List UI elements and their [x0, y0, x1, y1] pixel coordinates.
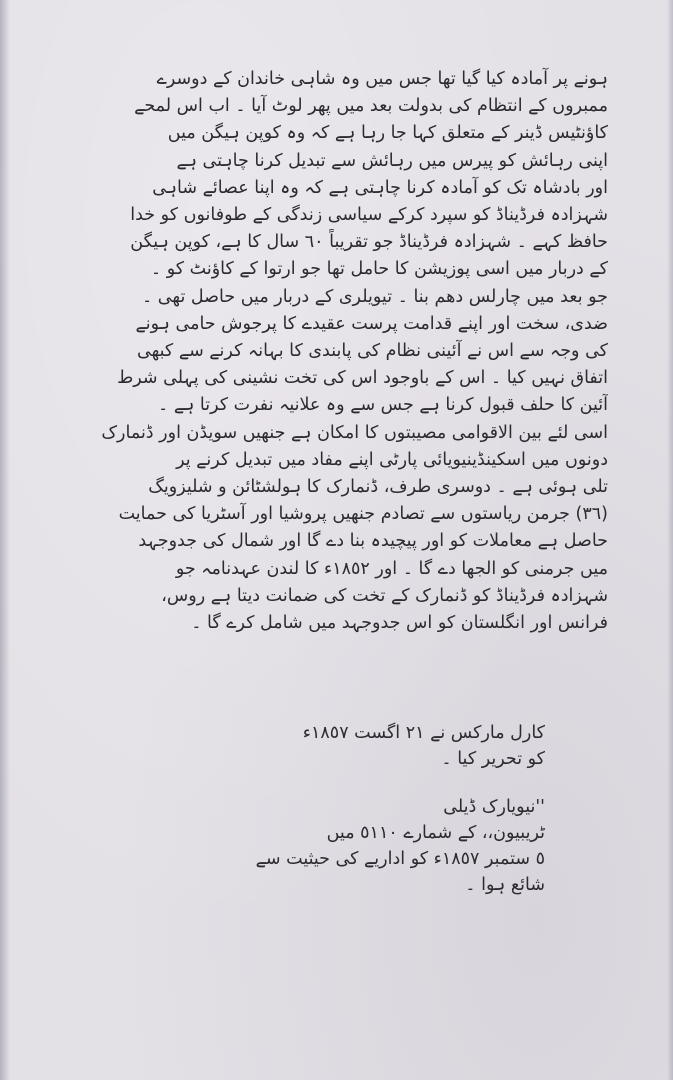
paragraph-line: ضدی، سخت اور اپنے قدامت پرست عقیدے کا پرجوش حامی ہونے [135, 313, 608, 334]
publication-note [125, 794, 545, 898]
paragraph-line: حافظ کہے ۔ شہزادہ فرڈیناڈ جو تقریباً ٦٠ سال کا ہے، کوپن ہیگن [130, 232, 608, 253]
publication-line: ''نیویارک ڈیلی [443, 797, 545, 817]
paragraph-line: جو بعد میں چارلس دھم بنا ۔ تیویلری کے دربار میں حاصل تھی ۔ [141, 286, 608, 307]
paragraph-line: اتفاق نہیں کیا ۔ اس کے باوجود اس کی تخت نشینی کی پہلی شرط [117, 368, 608, 389]
paragraph-line: فرانس اور انگلستان کو اس جدوجہد میں شامل کرے گا ۔ [191, 613, 608, 634]
paragraph-line: شہزادہ فرڈیناڈ کو سپرد کرکے سیاسی زندگی کے طوفانوں کو خدا [130, 205, 608, 226]
authorship-note [125, 720, 545, 772]
article-paragraph [62, 66, 608, 637]
paragraph-line: آئین کا حلف قبول کرنا ہے جس سے وہ علانیہ نفرت کرتا ہے ۔ [158, 395, 608, 416]
paragraph-line: دونوں میں اسکینڈینیویائی پارٹی اپنے مفاد میں تبدیل کرنے پر [176, 449, 608, 470]
attribution-notes [125, 720, 545, 898]
publication-line: ٥ ستمبر ١٨٥٧ء کو اداریے کی حیثیت سے [255, 849, 545, 869]
paragraph-line: حاصل ہے معاملات کو اور پیچیدہ بنا دے گا اور شمال کی جدوجہد [138, 531, 608, 552]
paragraph-line: شہزادہ فرڈیناڈ کو ڈنمارک کے تخت کی ضمانت دیتا ہے روس، [161, 585, 608, 606]
paragraph-line: کاؤنٹیس ڈینر کے متعلق کہا جا رہا ہے کہ وہ کوپن ہیگن میں [167, 123, 608, 144]
authorship-line: کارل مارکس نے ٢١ اگست ١٨٥٧ء [302, 723, 545, 743]
paragraph-line: میں جرمنی کو الجھا دے گا ۔ اور ١٨٥٢ء کا لندن عہدنامہ جو [175, 558, 608, 579]
paragraph-line: (٣٦) جرمن ریاستوں سے تصادم جنھیں پروشیا اور آسٹریا کی حمایت [118, 504, 608, 525]
paragraph-line: ہونے پر آمادہ کیا گیا تھا جس میں وہ شاہی خاندان کے دوسرے [156, 69, 608, 89]
paragraph-line: تلی ہوئی ہے ۔ دوسری طرف، ڈنمارک کا ہولشٹائن و شلیزویگ [148, 477, 608, 498]
paragraph-line: کی وجہ سے اس نے آئینی نظام کی پابندی کا بہانہ کرنے سے کبھی [137, 341, 608, 362]
paragraph-line: ممبروں کے انتظام کی بدولت بعد میں پھر لوٹ آیا ۔ اب اس لمحے [134, 96, 608, 117]
paragraph-line: اسی لئے بین الاقوامی مصیبتوں کا امکان ہے جنھیں سویڈن اور ڈنمارک [101, 422, 608, 443]
paragraph-line: اپنی رہائش کو پیرس میں رہائش سے تبدیل کرنا چاہتی ہے [176, 150, 608, 171]
publication-line: ٹریبیون،، کے شمارے ٥١١٠ میں [326, 823, 545, 843]
paragraph-line: کے دربار میں اسی پوزیشن کا حامل تھا جو ارتوا کے کاؤنٹ کو ۔ [150, 259, 608, 280]
authorship-line: کو تحریر کیا ۔ [441, 749, 545, 769]
publication-line: شائع ہوا ۔ [465, 875, 545, 895]
paragraph-line: اور بادشاہ تک کو آمادہ کرنا چاہتی ہے کہ وہ اپنا عصائے شاہی [152, 177, 608, 198]
